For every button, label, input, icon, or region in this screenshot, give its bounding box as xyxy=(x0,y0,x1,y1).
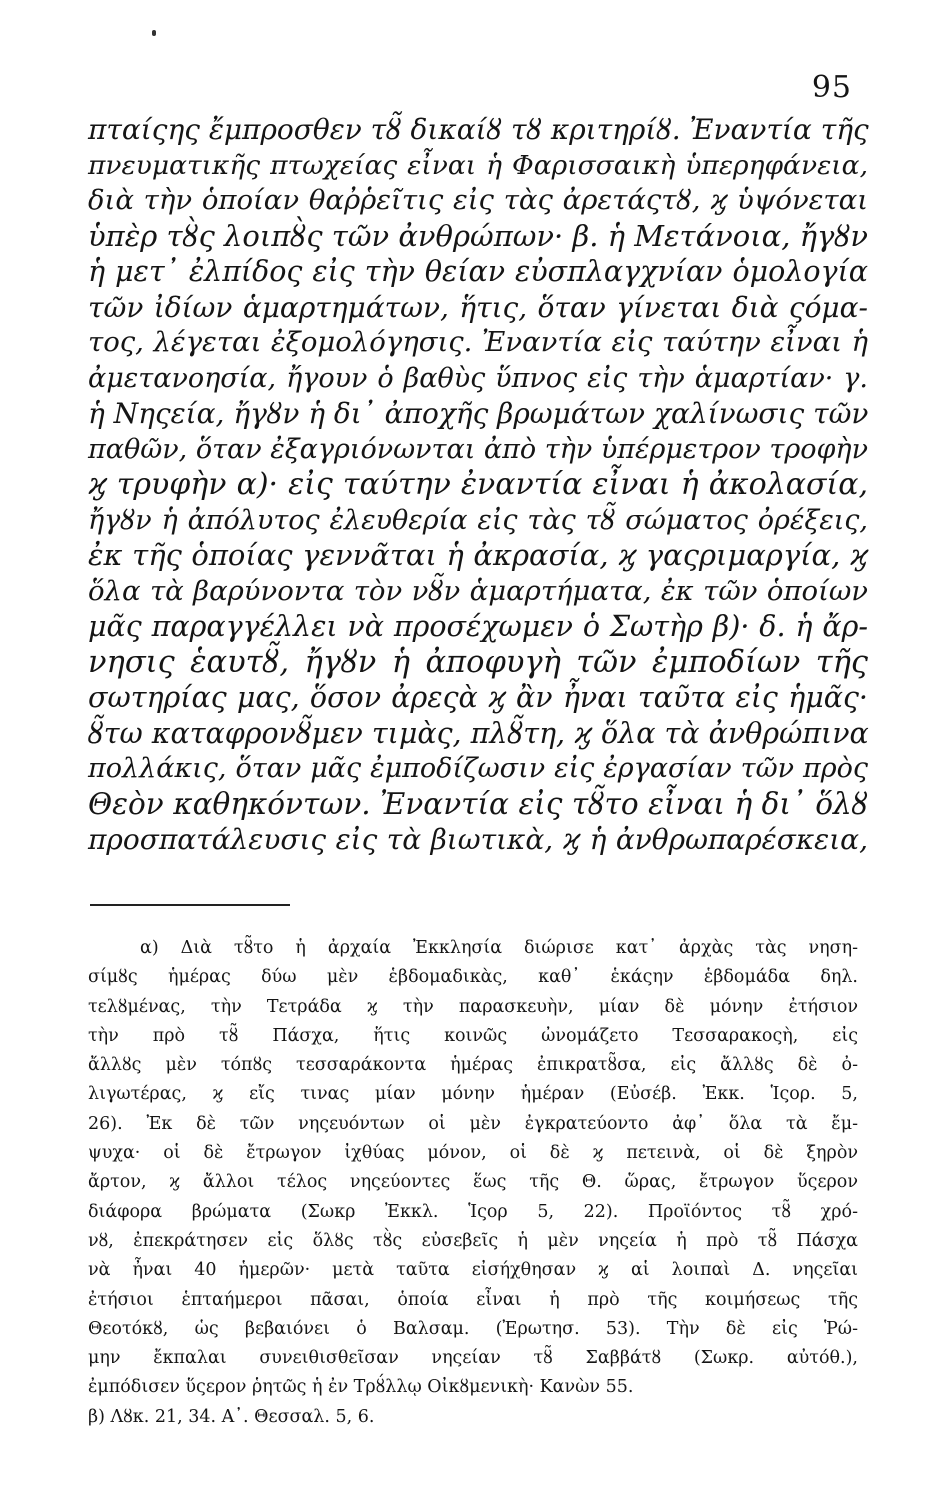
footnote-line: α) Διὰ τȣ̃το ἡ ἀρχαία Ἐκκλησία διώρισε κατ᾽ ἀρχὰς τὰς νηση- xyxy=(140,938,858,958)
footnote-line: ἄρτον, ϗ ἄλλοι τέλος νηςεύοντες ἕως τῆς Θ. ὥρας, ἔτρωγον ὕςερον xyxy=(88,1172,858,1193)
footnote-line: β) Λȣκ. 21, 34. Α᾽. Θεσσαλ. 5, 6. xyxy=(88,1406,375,1427)
footnote-line: διάφορα βρώματα (Σωκρ Ἐκκλ. Ἱςορ 5, 22). Προϊόντος τȣ̃ χρό- xyxy=(88,1201,858,1222)
footnote-line: ἐμπόδισεν ὕςερον ῥητῶς ἡ ἐν Τρȣ́λλῳ Οἰκȣμενικὴ· Κανὼν 55. xyxy=(88,1377,634,1398)
footnotes xyxy=(88,934,858,1432)
footnote-line: νȣ, ἐπεκράτησεν εἰς ὅλȣς τȣ̀ς εὐσεβεῖς ἡ μὲν νηςεία ἡ πρὸ τȣ̃ Πάσχα xyxy=(88,1230,858,1251)
text-line: διὰ τὴν ὁποίαν θαῤῥεῖτις εἰς τὰς ἀρετάςτȣ, ϗ ὑψόνεται xyxy=(88,184,868,216)
text-line: ϗ τρυφὴν α)· εἰς ταύτην ἐναντία εἶναι ἡ ἀκολασία, xyxy=(88,467,868,502)
footnote-line: ἐτήσιοι ἑπταήμεροι πᾶσαι, ὁποία εἶναι ἡ πρὸ τῆς κοιμήσεως τῆς xyxy=(88,1289,858,1310)
text-line: ἐκ τῆς ὁποίας γεννᾶται ἡ ἀκρασία, ϗ γαςριμαργία, ϗ xyxy=(88,538,868,572)
footnote-line: Θεοτόκȣ, ὡς βεβαιόνει ὁ Βαλσαμ. (Ἐρωτησ. 53). Τὴν δὲ εἰς Ῥώ- xyxy=(88,1318,858,1339)
text-line: πταίςης ἔμπροσθεν τȣ̃ δικαίȣ τȣ κριτηρίȣ. Ἐναντία τῆς xyxy=(88,113,869,146)
text-line: πολλάκις, ὅταν μᾶς ἐμποδίζωσιν εἰς ἐργασίαν τῶν πρὸς xyxy=(88,753,868,784)
footnote-line: λιγωτέρας, ϗ εἴς τινας μίαν μόνην ἡμέραν (Εὐσέβ. Ἐκκ. Ἱςορ. 5, xyxy=(88,1084,858,1105)
text-line: ἡ μετ᾽ ἐλπίδος εἰς τὴν θείαν εὐσπλαγχνίαν ὁμολογία xyxy=(88,255,868,288)
text-line: Θεὸν καθηκόντων. Ἐναντία εἰς τȣ̃το εἶναι ἡ δι᾽ ὅλȣ xyxy=(88,786,868,821)
text-line: ἡ Νηςεία, ἤγȣν ἡ δι᾽ ἀποχῆς βρωμάτων χαλίνωσις τῶν xyxy=(88,397,869,430)
text-line: τος, λέγεται ἐξομολόγησις. Ἐναντία εἰς ταύτην εἶναι ἡ xyxy=(88,326,868,358)
footnote-line: ἄλλȣς μὲν τόπȣς τεσσαράκοντα ἡμέρας ἐπικρατȣ̃σα, εἰς ἄλλȣς δὲ ὀ- xyxy=(88,1055,858,1076)
footnote-line: νὰ ἦναι 40 ἡμερῶν· μετὰ ταῦτα εἰσήχθησαν ϗ αἱ λοιπαὶ Δ. νηςεῖαι xyxy=(88,1260,858,1281)
text-line: πνευματικῆς πτωχείας εἶναι ἡ Φαρισσαικὴ ὑπερηφάνεια, xyxy=(88,149,868,181)
main-text xyxy=(88,112,868,858)
text-line: μᾶς παραγγέλλει νὰ προσέχωμεν ὁ Σωτὴρ β)· δ. ἡ ἄρ- xyxy=(88,610,868,643)
text-line: νησις ἑαυτȣ̃, ἤγȣν ἡ ἀποφυγὴ τῶν ἐμποδίων τῆς xyxy=(88,644,868,680)
footnote-line: τελȣμένας, τὴν Τετράδα ϗ τὴν παρασκευὴν, μίαν δὲ μόνην ἐτήσιον xyxy=(88,996,858,1017)
text-line: τῶν ἰδίων ἁμαρτημάτων, ἥτις, ὅταν γίνεται διὰ ςόμα- xyxy=(88,290,868,324)
text-line: ὑπὲρ τȣ̀ς λοιπȣ̀ς τῶν ἀνθρώπων· β. ἡ Μετάνοια, ἤγȣν xyxy=(88,218,868,253)
footnote-line: τὴν πρὸ τȣ̃ Πάσχα, ἥτις κοινῶς ὠνομάζετο Τεσσαρακοςὴ, εἰς xyxy=(88,1025,858,1046)
text-line: ȣ̃τω καταφρονȣ̃μεν τιμὰς, πλȣ̃τη, ϗ ὅλα τὰ ἀνθρώπινα xyxy=(88,716,869,750)
footnote-line: ψυχα· οἱ δὲ ἔτρωγον ἰχθύας μόνον, οἱ δὲ ϗ πετεινὰ, οἱ δὲ ξηρὸν xyxy=(88,1143,858,1164)
footnote-line: σίμȣς ἡμέρας δύω μὲν ἑβδομαδικὰς, καθ᾽ ἑκάςην ἑβδομάδα δηλ. xyxy=(88,967,858,988)
page-number: 95 xyxy=(811,70,852,105)
ink-speck xyxy=(152,30,156,36)
text-line: ὅλα τὰ βαρύνοντα τὸν νȣ̃ν ἁμαρτήματα, ἐκ τῶν ὁποίων xyxy=(88,574,868,607)
footnote-line: μην ἔκπαλαι συνειθισθεῖσαν νηςείαν τȣ̃ Σαββάτȣ (Σωκρ. αὐτόθ.), xyxy=(88,1348,858,1369)
text-line: προσπατάλευσις εἰς τὰ βιωτικὰ, ϗ ἡ ἀνθρωπαρέσκεια, xyxy=(88,823,868,856)
text-line: ἀμετανοησία, ἤγουν ὁ βαθὺς ὕπνος εἰς τὴν ἁμαρτίαν· γ. xyxy=(88,362,868,394)
text-line: παθῶν, ὅταν ἐξαγριόνωνται ἀπὸ τὴν ὑπέρμετρον τροφὴν xyxy=(88,433,868,465)
text-line: ἤγȣν ἡ ἀπόλυτος ἐλευθερία εἰς τὰς τȣ̃ σώματος ὀρέξεις, xyxy=(88,504,868,536)
text-line: σωτηρίας μας, ὅσον ἀρεςὰ ϗ ἂν ἦναι ταῦτα εἰς ἡμᾶς· xyxy=(88,681,868,714)
footnote-line: 26). Ἐκ δὲ τῶν νηςευόντων οἱ μὲν ἐγκρατεύοντο ἀφ᾽ ὅλα τὰ ἔμ- xyxy=(88,1113,858,1134)
footnote-rule xyxy=(90,904,290,906)
